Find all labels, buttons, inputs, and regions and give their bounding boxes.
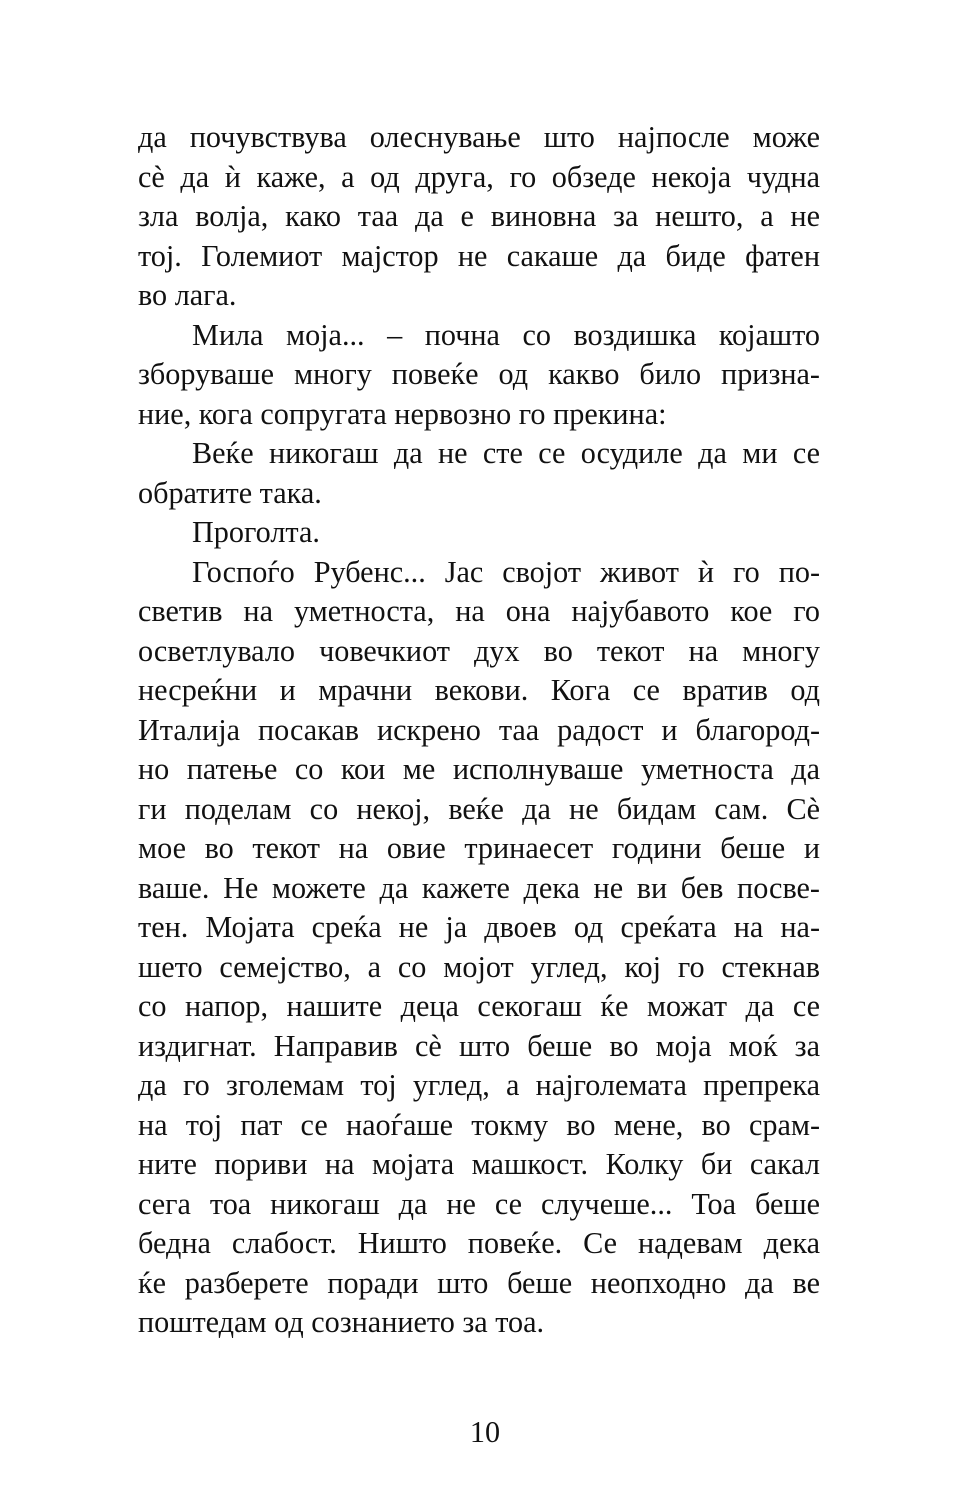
text-line: ваше. Не можете да кажете дека не ви бев посве- bbox=[138, 870, 820, 905]
text-line: да почувствува олеснување што најпосле може bbox=[138, 120, 820, 154]
text-line: обратите така. bbox=[138, 475, 322, 510]
text-line: Веќе никогаш да не сте се осудиле да ми се bbox=[192, 436, 820, 470]
text-line: тој. Големиот мајстор не сакаше да биде фатен bbox=[138, 238, 820, 273]
text-line: ние, кога сопругата нервозно го прекина: bbox=[138, 396, 667, 431]
text-line: ните пориви на мојата машкост. Колку би сакал bbox=[138, 1147, 820, 1181]
text-line: на тој пат се наоѓаше токму во мене, во срам- bbox=[138, 1107, 820, 1142]
text-line: Госпоѓо Рубенс... Јас својот живот ѝ го по- bbox=[192, 554, 820, 589]
text-line: сега тоа никогаш да не се случеше... Тоа беше bbox=[138, 1186, 820, 1221]
text-line: зборуваше многу повеќе од какво било призна- bbox=[138, 357, 820, 391]
text-line: бедна слабост. Ништо повеќе. Се надевам дека bbox=[138, 1226, 820, 1260]
text-line: поштедам од сознанието за тоа. bbox=[138, 1305, 545, 1339]
text-line: несреќни и мрачни векови. Кога се вратив од bbox=[138, 673, 820, 707]
text-line: издигнат. Направив сè што беше во моја моќ за bbox=[138, 1028, 820, 1063]
text-line: Италија посакав искрено таа радост и благород- bbox=[138, 712, 820, 747]
text-line: осветлувало човечкиот дух во текот на многу bbox=[138, 633, 820, 668]
text-line: тен. Мојата среќа не ја двоев од среќата на на- bbox=[138, 910, 820, 944]
page-number: 10 bbox=[469, 1415, 501, 1449]
text-line: мое во текот на овие тринаесет години беше и bbox=[138, 831, 820, 865]
body-text bbox=[138, 118, 820, 1343]
text-line: Мила моја... – почна со воздишка којашто bbox=[192, 317, 820, 352]
text-line: да го зголемам тој углед, а најголемата препрека bbox=[138, 1068, 820, 1102]
text-line: Проголта. bbox=[192, 515, 320, 549]
text-line: зла волја, како таа да е виновна за нешто, а не bbox=[138, 199, 820, 233]
text-line: со напор, нашите деца секогаш ќе можат да се bbox=[138, 989, 820, 1023]
text-line: ги поделам со некој, веќе да не бидам сам. Сè bbox=[138, 791, 820, 826]
text-line: но патење со кои ме исполнуваше уметноста да bbox=[138, 752, 820, 786]
text-line: во лага. bbox=[138, 278, 237, 312]
text-line: ќе разберете поради што беше неопходно да ве bbox=[138, 1265, 820, 1300]
text-line: светив на уметноста, на она најубавото кое го bbox=[138, 594, 820, 628]
text-line: сè да ѝ каже, а од друга, го обзеде некоја чудна bbox=[138, 159, 820, 194]
text-line: шето семејство, а со мојот углед, кој го стекнав bbox=[138, 949, 820, 984]
